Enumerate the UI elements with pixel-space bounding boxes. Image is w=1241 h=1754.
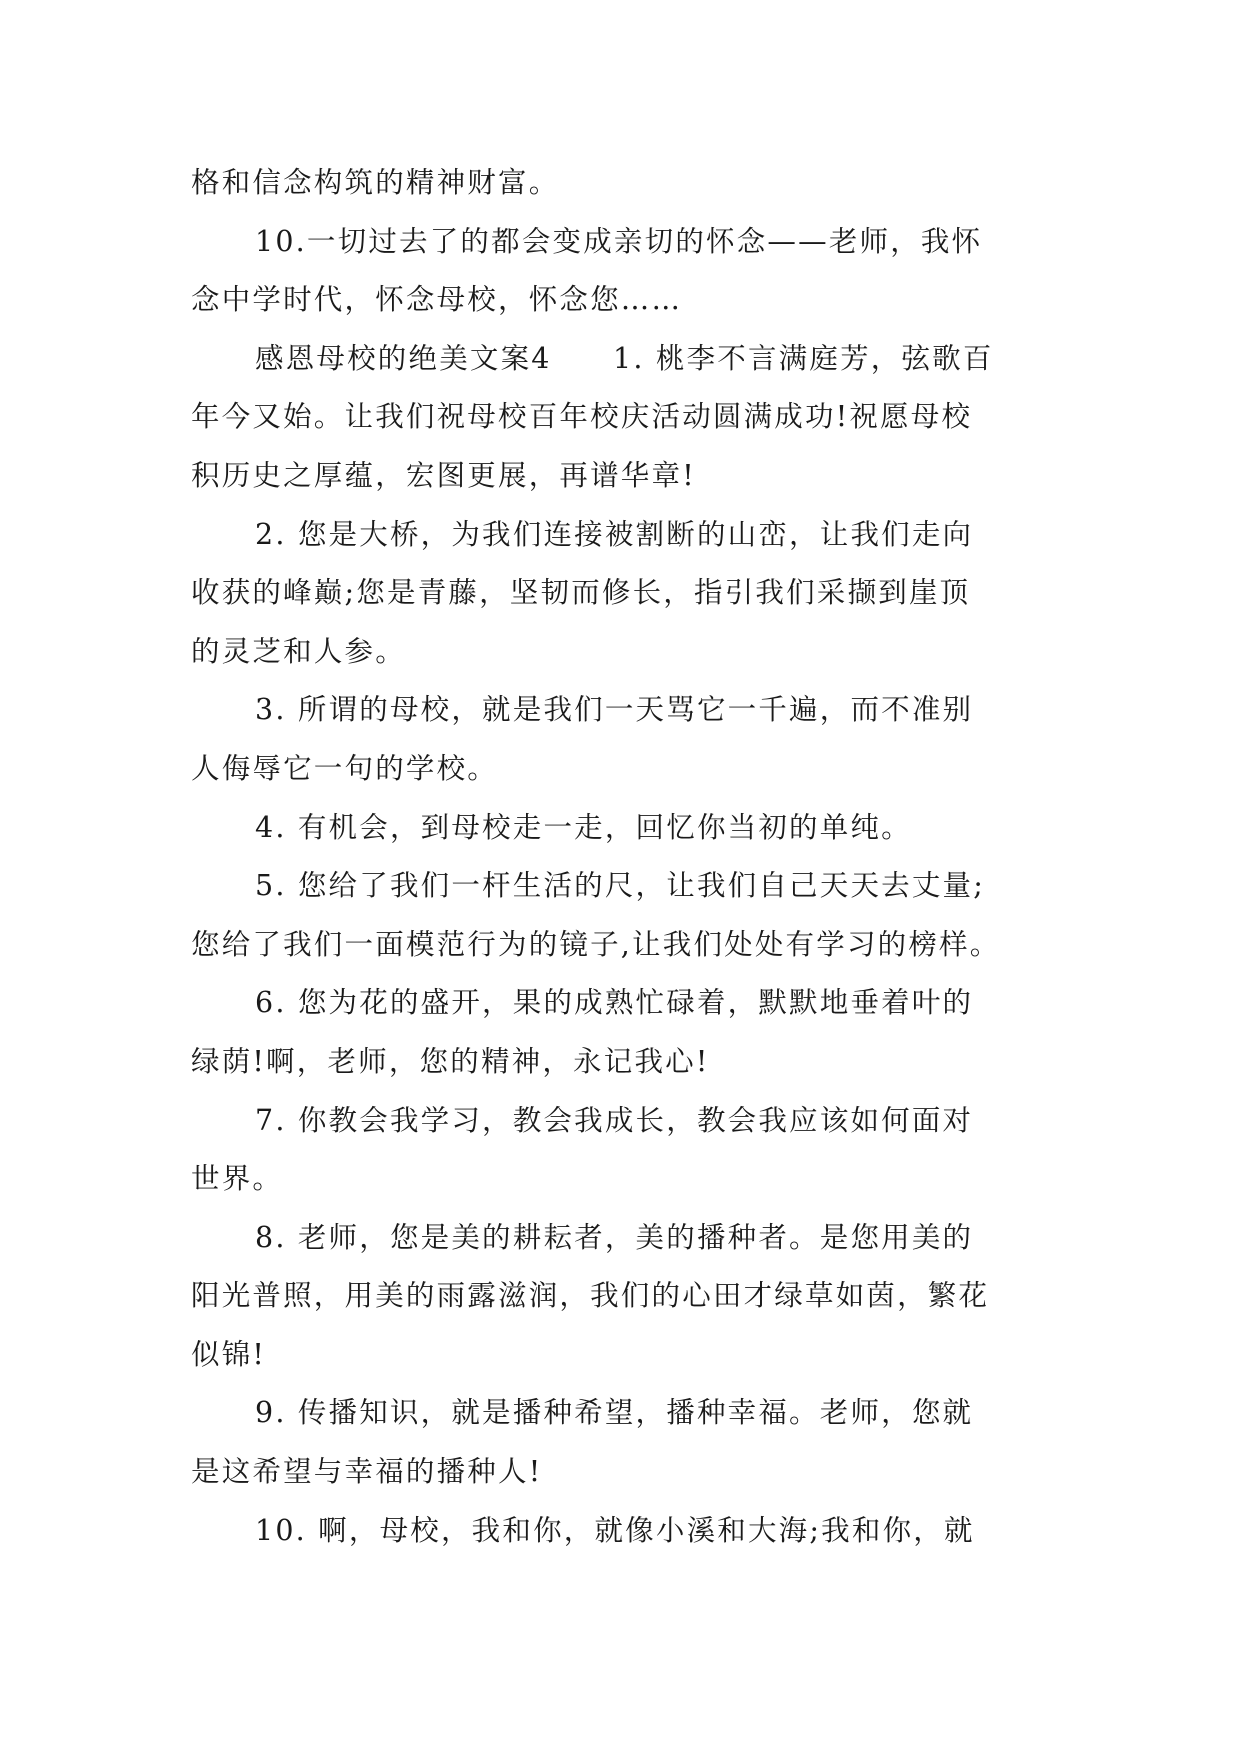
text-line: 5. 您给了我们一杆生活的尺，让我们自己天天去丈量;: [255, 869, 986, 903]
text-line: 年今又始。让我们祝母校百年校庆活动圆满成功!祝愿母校: [191, 400, 973, 434]
text-line: 积历史之厚蕴，宏图更展，再谱华章!: [191, 458, 696, 492]
text-line: 人侮辱它一句的学校。: [191, 751, 499, 785]
text-line: 3. 所谓的母校，就是我们一天骂它一千遍，而不准别: [255, 693, 974, 727]
text-line: 4. 有机会，到母校走一走，回忆你当初的单纯。: [255, 810, 912, 844]
section-heading-line: 感恩母校的绝美文案4 1. 桃李不言满庭芳，弦歌百: [255, 341, 994, 375]
text-line: 7. 你教会我学习，教会我成长，教会我应该如何面对: [255, 1103, 974, 1137]
text-line: 格和信念构筑的精神财富。: [191, 166, 560, 199]
text-line: 的灵芝和人参。: [191, 634, 406, 668]
body-text: [191, 165, 1051, 1571]
text-line: 您给了我们一面模范行为的镜子,让我们处处有学习的榜样。: [191, 927, 1001, 961]
text-line: 8. 老师，您是美的耕耘者，美的播种者。是您用美的: [255, 1220, 974, 1254]
text-line: 9. 传播知识，就是播种希望，播种幸福。老师，您就: [255, 1396, 974, 1430]
text-line: 2. 您是大桥，为我们连接被割断的山峦，让我们走向: [255, 517, 974, 551]
text-line: 10. 啊，母校，我和你，就像小溪和大海;我和你，就: [255, 1513, 975, 1547]
text-line: 阳光普照，用美的雨露滋润，我们的心田才绿草如茵，繁花: [191, 1279, 990, 1313]
text-line: 念中学时代，怀念母校，怀念您……: [191, 283, 683, 317]
text-line: 似锦!: [191, 1337, 267, 1371]
text-line: 6. 您为花的盛开，果的成熟忙碌着，默默地垂着叶的: [255, 986, 974, 1020]
text-line: 10.一切过去了的都会变成亲切的怀念——老师，我怀: [255, 224, 983, 258]
text-line: 世界。: [191, 1162, 284, 1196]
text-line: 收获的峰巅;您是青藤，坚韧而修长，指引我们采撷到崖顶: [191, 576, 971, 610]
text-line: 绿荫!啊，老师，您的精神，永记我心!: [191, 1044, 710, 1078]
text-line: 是这希望与幸福的播种人!: [191, 1455, 543, 1489]
